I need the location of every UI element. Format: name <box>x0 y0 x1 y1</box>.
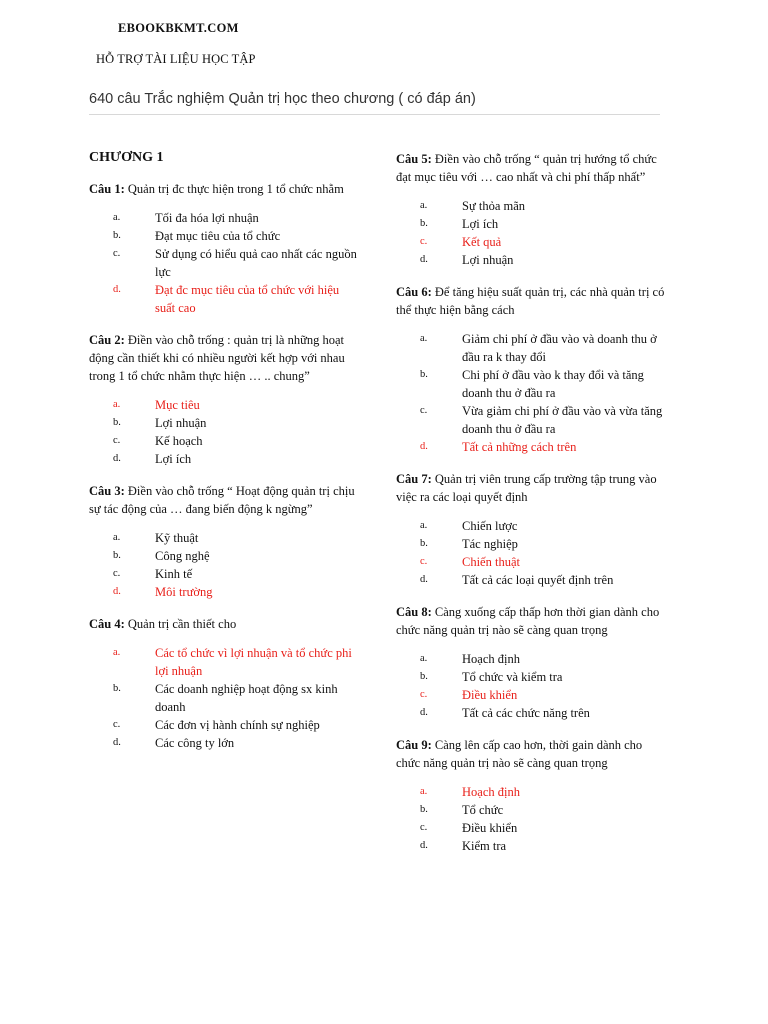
question-label: Câu 9: <box>396 738 432 752</box>
option-text: Công nghệ <box>155 549 210 563</box>
option-letter: c. <box>420 689 428 700</box>
question-body: Càng xuống cấp thấp hơn thời gian dành cho chức năng quản trị nào sẽ càng quan trọng <box>396 605 660 637</box>
option-text: Điều khiển <box>462 688 518 702</box>
answer-option <box>396 837 668 855</box>
answer-option <box>396 535 668 553</box>
answer-option <box>396 668 668 686</box>
answer-option-correct <box>89 583 361 601</box>
question-body: Quản trị viên trung cấp trường tập trung vào việc ra các loại quyết định <box>396 472 657 504</box>
question-block <box>396 283 668 456</box>
option-text: Lợi nhuận <box>155 416 207 430</box>
option-letter: b. <box>420 538 428 549</box>
option-letter: a. <box>113 647 121 658</box>
option-letter: c. <box>420 822 428 833</box>
option-text: Tối đa hóa lợi nhuận <box>155 211 259 225</box>
question-block <box>396 470 668 589</box>
option-text: Lợi nhuận <box>462 253 514 267</box>
option-letter: a. <box>420 653 428 664</box>
option-text: Kỹ thuật <box>155 531 199 545</box>
answer-option <box>89 450 361 468</box>
question-body: Để tăng hiệu suất quản trị, các nhà quản trị có thể thực hiện bằng cách <box>396 285 665 317</box>
answer-option-correct <box>89 281 361 317</box>
option-text: Vừa giảm chi phí ở đầu vào và vừa tăng doanh thu ở đầu ra <box>462 404 663 436</box>
question-block <box>396 736 668 855</box>
question-body: Quản trị đc thực hiện trong 1 tổ chức nhằm <box>124 182 344 196</box>
question-body: Điền vào chỗ trống “ quản trị hướng tổ chức đạt mục tiêu với … cao nhất và chi phí thấp nhất” <box>396 152 657 184</box>
option-text: Tác nghiệp <box>462 537 518 551</box>
option-letter: c. <box>113 435 121 446</box>
option-text: Đạt đc mục tiêu của tổ chức với hiệu suất cao <box>155 283 340 315</box>
option-letter: d. <box>113 453 121 464</box>
answer-option <box>89 414 361 432</box>
question-block <box>89 180 361 317</box>
option-text: Kết quả <box>462 235 502 249</box>
document-title: 640 câu Trắc nghiệm Quản trị học theo chương ( có đáp án) <box>89 91 476 107</box>
option-text: Tổ chức và kiểm tra <box>462 670 563 684</box>
answer-option <box>89 680 361 716</box>
answer-option <box>396 704 668 722</box>
answer-option <box>89 227 361 245</box>
option-letter: d. <box>113 284 121 295</box>
answer-options <box>396 330 668 456</box>
question-label: Câu 8: <box>396 605 432 619</box>
answer-options <box>89 529 361 601</box>
option-letter: d. <box>420 840 428 851</box>
answer-option <box>396 650 668 668</box>
right-column <box>396 150 668 869</box>
question-text <box>396 603 668 639</box>
answer-option <box>89 529 361 547</box>
question-text <box>89 331 361 385</box>
title-divider <box>89 114 660 115</box>
question-body: Quản trị cần thiết cho <box>124 617 237 631</box>
option-letter: a. <box>420 200 428 211</box>
option-letter: b. <box>113 230 121 241</box>
option-text: Điều khiển <box>462 821 518 835</box>
option-letter: b. <box>420 671 428 682</box>
question-label: Câu 5: <box>396 152 432 166</box>
question-block <box>89 615 361 752</box>
question-label: Câu 4: <box>89 617 125 631</box>
option-text: Sử dụng có hiểu quả cao nhất các nguồn lực <box>155 247 357 279</box>
option-text: Các doanh nghiệp hoạt động sx kinh doanh <box>155 682 338 714</box>
option-letter: d. <box>420 574 428 585</box>
option-text: Tất cả các chức năng trên <box>462 706 590 720</box>
answer-option <box>396 366 668 402</box>
option-letter: b. <box>113 550 121 561</box>
option-text: Môi trường <box>155 585 213 599</box>
answer-option <box>396 801 668 819</box>
answer-options <box>396 197 668 269</box>
question-text <box>89 615 361 633</box>
site-name: EBOOKBKMT.COM <box>118 21 239 35</box>
answer-option <box>396 819 668 837</box>
option-letter: d. <box>420 441 428 452</box>
answer-options <box>89 209 361 317</box>
answer-option-correct <box>89 396 361 414</box>
option-text: Đạt mục tiêu của tổ chức <box>155 229 281 243</box>
option-letter: d. <box>420 707 428 718</box>
question-text <box>89 482 361 518</box>
option-text: Tất cả các loại quyết định trên <box>462 573 614 587</box>
option-letter: d. <box>113 586 121 597</box>
question-body: Điền vào chỗ trống : quản trị là những hoạt động cần thiết khi có nhiều người kết hợp với nhau trong 1 tổ chức nhằm thực hiện … .. chung” <box>89 333 345 383</box>
option-text: Các công ty lớn <box>155 736 235 750</box>
answer-option <box>396 571 668 589</box>
option-letter: a. <box>113 532 121 543</box>
answer-option <box>89 245 361 281</box>
option-text: Sự thỏa mãn <box>462 199 526 213</box>
option-letter: b. <box>420 369 428 380</box>
option-letter: c. <box>113 719 121 730</box>
option-text: Chiến thuật <box>462 555 520 569</box>
answer-option <box>396 517 668 535</box>
question-label: Câu 7: <box>396 472 432 486</box>
option-letter: a. <box>113 399 121 410</box>
answer-option <box>89 209 361 227</box>
question-body: Càng lên cấp cao hơn, thời gain dành cho chức năng quản trị nào sẽ càng quan trọng <box>396 738 643 770</box>
question-text <box>89 180 361 198</box>
option-letter: c. <box>113 568 121 579</box>
question-block <box>396 603 668 722</box>
option-letter: b. <box>420 804 428 815</box>
option-letter: a. <box>113 212 121 223</box>
question-label: Câu 1: <box>89 182 125 196</box>
answer-options <box>396 650 668 722</box>
question-label: Câu 2: <box>89 333 125 347</box>
left-column <box>89 150 361 766</box>
answer-option-correct <box>396 233 668 251</box>
option-text: Chi phí ở đầu vào k thay đổi và tăng doanh thu ở đầu ra <box>462 368 644 400</box>
option-letter: c. <box>420 405 428 416</box>
answer-option <box>89 734 361 752</box>
option-text: Chiến lược <box>462 519 518 533</box>
question-block <box>396 150 668 269</box>
option-text: Tổ chức <box>462 803 504 817</box>
answer-option <box>89 565 361 583</box>
option-text: Các tổ chức vì lợi nhuận và tổ chức phi lợi nhuận <box>155 646 352 678</box>
option-text: Kiểm tra <box>462 839 507 853</box>
option-text: Hoạch định <box>462 652 520 666</box>
answer-option <box>396 402 668 438</box>
question-block <box>89 482 361 601</box>
option-letter: d. <box>113 737 121 748</box>
option-letter: a. <box>420 786 428 797</box>
option-letter: a. <box>420 520 428 531</box>
option-text: Tất cả những cách trên <box>462 440 577 454</box>
answer-option-correct <box>89 644 361 680</box>
question-list <box>89 180 361 752</box>
answer-option <box>89 716 361 734</box>
answer-options <box>396 517 668 589</box>
answer-option <box>396 330 668 366</box>
question-text <box>396 736 668 772</box>
chapter-heading: CHƯƠNG 1 <box>89 150 164 165</box>
answer-option-correct <box>396 438 668 456</box>
option-letter: c. <box>113 248 121 259</box>
answer-option <box>396 251 668 269</box>
question-block <box>89 331 361 468</box>
option-text: Kinh tế <box>155 567 193 581</box>
option-letter: d. <box>420 254 428 265</box>
answer-option-correct <box>396 686 668 704</box>
question-label: Câu 6: <box>396 285 432 299</box>
option-letter: c. <box>420 556 428 567</box>
question-text <box>396 150 668 186</box>
option-text: Lợi ích <box>155 452 192 466</box>
option-letter: b. <box>113 417 121 428</box>
option-text: Mục tiêu <box>155 398 200 412</box>
question-text <box>396 283 668 319</box>
answer-options <box>89 396 361 468</box>
answer-option <box>396 215 668 233</box>
answer-option <box>89 432 361 450</box>
answer-options <box>89 644 361 752</box>
site-tagline: HỖ TRỢ TÀI LIỆU HỌC TẬP <box>96 52 256 66</box>
question-label: Câu 3: <box>89 484 125 498</box>
answer-option-correct <box>396 783 668 801</box>
option-letter: c. <box>420 236 428 247</box>
option-text: Giảm chi phí ở đầu vào và doanh thu ở đầu ra k thay đổi <box>462 332 657 364</box>
option-letter: b. <box>113 683 121 694</box>
option-text: Kế hoạch <box>155 434 203 448</box>
option-letter: b. <box>420 218 428 229</box>
answer-option <box>89 547 361 565</box>
question-text <box>396 470 668 506</box>
answer-option <box>396 197 668 215</box>
question-body: Điền vào chỗ trống “ Hoạt động quản trị chịu sự tác động của … đang biến động k ngừng” <box>89 484 355 516</box>
answer-options <box>396 783 668 855</box>
option-text: Lợi ích <box>462 217 499 231</box>
option-text: Các đơn vị hành chính sự nghiệp <box>155 718 320 732</box>
option-text: Hoạch định <box>462 785 520 799</box>
option-letter: a. <box>420 333 428 344</box>
answer-option-correct <box>396 553 668 571</box>
question-list <box>396 150 668 855</box>
